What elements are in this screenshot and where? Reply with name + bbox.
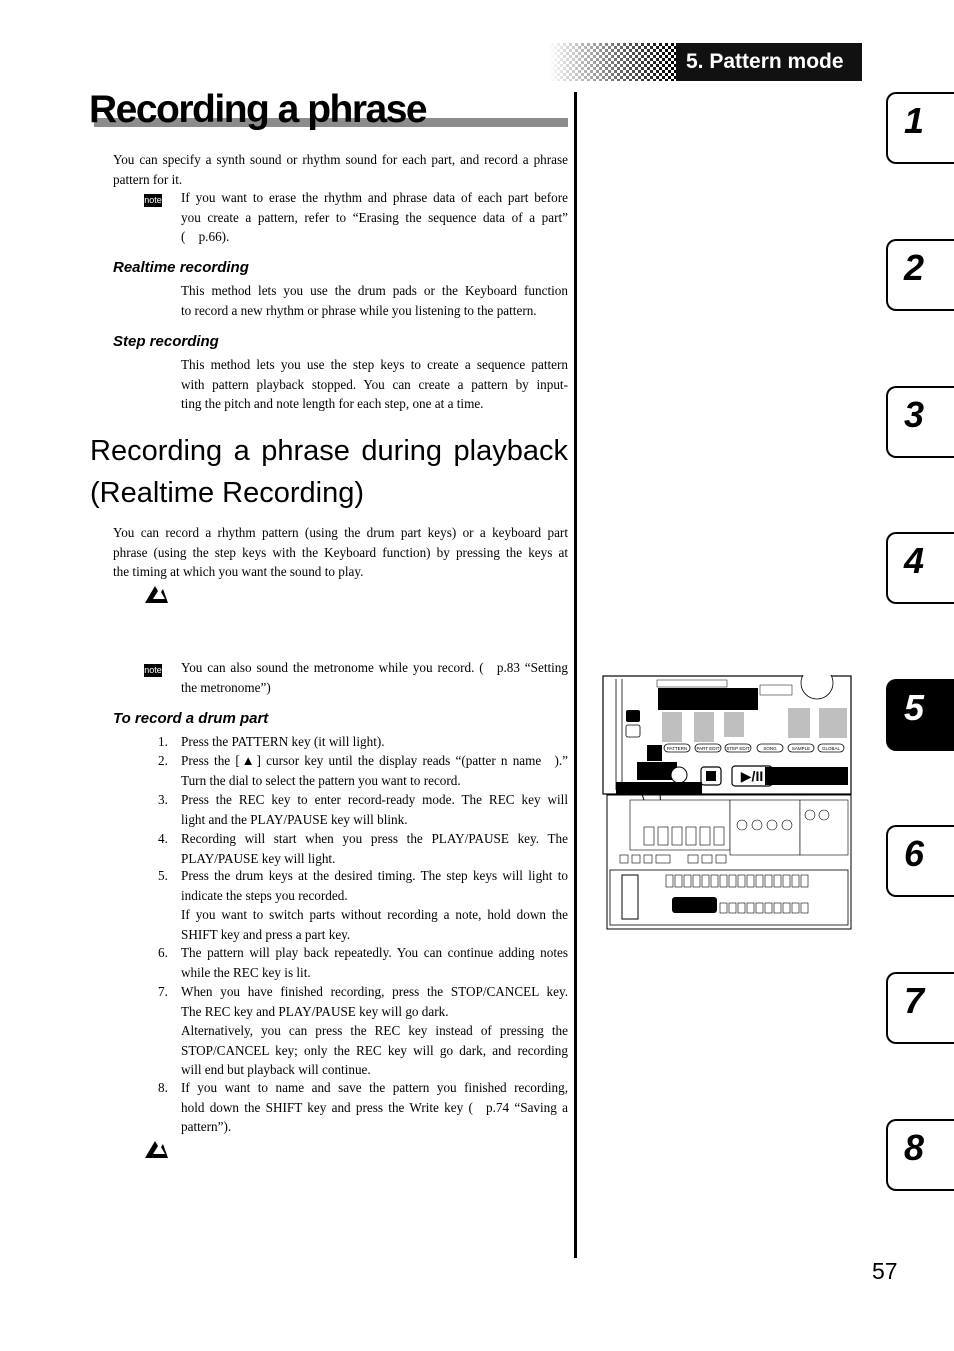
note2-line: the metronome”) — [181, 679, 271, 695]
page-title: Recording a phrase — [89, 88, 427, 131]
procedure-step — [158, 829, 568, 868]
procedure-step — [158, 866, 568, 944]
global-button-label: GLOBAL — [821, 746, 841, 751]
step-line: STOP/CANCEL key; only the REC key will go dark, and recording — [181, 1042, 568, 1058]
ribbon-controller — [622, 875, 638, 919]
note2-line: You can also sound the metronome while you record. ( p.83 “Setting — [181, 660, 568, 675]
chapter-tab-3[interactable] — [886, 386, 954, 458]
stop-icon — [706, 771, 716, 781]
step-line: If you want to switch parts without recording a note, hold down the — [181, 907, 568, 922]
step-line: hold down the SHIFT key and press the Write key ( p.74 “Saving a — [181, 1099, 568, 1115]
step-recording-text — [181, 355, 568, 414]
step-line: If you want to name and save the pattern you finished recording, — [181, 1080, 568, 1095]
realtime-recording-text — [181, 281, 568, 320]
header-checker-pattern — [548, 43, 678, 81]
chapter-tab-4[interactable] — [886, 532, 954, 604]
realtime-line: This method lets you use the drum pads or the Keyboard function — [181, 283, 568, 298]
step-line: will end but playback will continue. — [181, 1062, 371, 1077]
column-divider — [574, 92, 577, 1258]
note-erase-data — [181, 188, 568, 247]
step-line: Press the PATTERN key (it will light). — [181, 734, 385, 749]
chapter-tab-8[interactable] — [886, 1119, 954, 1191]
step-line: SHIFT key and press a part key. — [181, 926, 351, 942]
cursor-up-key — [626, 710, 640, 722]
chapter-tab-number: 7 — [904, 980, 925, 1021]
page-number: 57 — [872, 1258, 898, 1284]
step-number: 8. — [158, 1080, 168, 1095]
chapter-tab-number: 8 — [904, 1127, 925, 1168]
heading-word: playback — [453, 435, 568, 467]
chapter-tab-number: 6 — [904, 833, 925, 874]
transport-callout — [616, 782, 702, 794]
procedure-step — [158, 982, 568, 1080]
display-screen — [658, 688, 758, 710]
step-recording-heading: Step recording — [113, 333, 219, 350]
chapter-tab-number: 2 — [904, 247, 925, 288]
step-line: When you have finished recording, press the STOP/CANCEL key. — [181, 984, 568, 999]
intro-text: You can specify a synth sound or rhythm sound for each part, and record a phrase pattern for it. — [113, 152, 568, 187]
heading-word: phrase — [261, 435, 350, 467]
step-number: 7. — [158, 984, 168, 999]
heading-word: a — [233, 435, 250, 467]
section-intro-line: the timing at which you want the sound to play. — [113, 564, 364, 579]
step-number: 3. — [158, 792, 168, 807]
procedure-step — [158, 732, 568, 752]
song-button-label: SONG — [763, 746, 777, 751]
caution-icon — [143, 1138, 169, 1160]
part-edit-button-label: PART EDIT — [696, 746, 720, 751]
heading-word: Recording — [90, 435, 223, 467]
step-line: Press the [▲] cursor key until the display reads “(patter n name ).” — [181, 753, 568, 768]
step-line: indicate the steps you recorded. — [181, 887, 348, 903]
realtime-line: to record a new rhythm or phrase while you listening to the pattern. — [181, 302, 537, 318]
step-line: PLAY/PAUSE key will light. — [181, 850, 336, 866]
step-line: Press the REC key to enter record-ready mode. The REC key will — [181, 792, 568, 807]
sample-button-label: SAMPLE — [791, 746, 811, 751]
pattern-callout — [647, 745, 662, 761]
part-keys-callout — [672, 897, 717, 913]
chapter-tab-number: 1 — [904, 100, 925, 141]
play-pause-icon: ▶/II — [740, 768, 764, 784]
device-knob-section — [630, 800, 848, 855]
section-intro-line: You can record a rhythm pattern (using the drum part keys) or a keyboard part — [113, 525, 568, 540]
step-number: 4. — [158, 831, 168, 846]
chapter-tab-5-active[interactable] — [886, 679, 954, 751]
step-line: Recording will start when you press the PLAY/PAUSE key. The — [181, 831, 568, 846]
chapter-tab-number: 3 — [904, 394, 925, 435]
heading-word: during — [361, 435, 443, 467]
cursor-down-key — [626, 725, 640, 737]
chapter-tab-2[interactable] — [886, 239, 954, 311]
step-rec-line: with pattern playback stopped. You can create a pattern by input- — [181, 376, 568, 392]
procedure-step — [158, 751, 568, 790]
note1-line: If you want to erase the rhythm and phrase data of each part before — [181, 190, 568, 205]
step-edit-button-label: STEP EDIT — [726, 746, 750, 751]
chapter-tab-number: 5 — [904, 687, 925, 728]
chapter-tab-1[interactable] — [886, 92, 954, 164]
drum-part-heading: To record a drum part — [113, 710, 269, 727]
step-line: The REC key and PLAY/PAUSE key will go dark. — [181, 1003, 449, 1019]
section-header-title: 5. Pattern mode — [686, 50, 844, 73]
step-line: pattern”). — [181, 1119, 232, 1134]
chapter-tab-6[interactable] — [886, 825, 954, 897]
step-line: The pattern will play back repeatedly. You can continue adding notes — [181, 945, 568, 960]
procedure-step — [158, 790, 568, 829]
step-line: light and the PLAY/PAUSE key will blink. — [181, 811, 408, 827]
play-callout — [765, 767, 848, 785]
step-line: Press the drum keys at the desired timing. The step keys will light to — [181, 868, 568, 883]
caution-icon — [143, 583, 169, 605]
procedure-step — [158, 1078, 568, 1137]
procedure-step — [158, 943, 568, 982]
note1-line: you create a pattern, refer to “Erasing the sequence data of a part” — [181, 209, 568, 225]
note-icon: note — [144, 195, 162, 205]
step-number: 6. — [158, 945, 168, 960]
pattern-button-label: PATTERN — [666, 746, 688, 751]
section-heading-subtitle: (Realtime Recording) — [90, 477, 364, 509]
note-icon: note — [144, 665, 162, 675]
section-intro-line: phrase (using the step keys with the Keyboard function) by pressing the keys at — [113, 544, 568, 560]
section-intro — [113, 523, 568, 582]
device-illustration — [602, 675, 852, 930]
chapter-tab-7[interactable] — [886, 972, 954, 1044]
note1-line: ( p.66). — [181, 229, 230, 244]
chapter-tab-number: 4 — [904, 540, 925, 581]
section-heading — [90, 430, 568, 514]
step-rec-line: ting the pitch and note length for each step, one at a time. — [181, 396, 484, 411]
step-number: 2. — [158, 753, 168, 768]
intro-paragraph — [113, 150, 568, 189]
step-line: while the REC key is lit. — [181, 964, 311, 980]
step-number: 1. — [158, 734, 168, 749]
step-line: Turn the dial to select the pattern you want to record. — [181, 772, 461, 788]
step-rec-line: This method lets you use the step keys to create a sequence pattern — [181, 357, 568, 372]
note-metronome — [181, 658, 568, 697]
step-line: Alternatively, you can press the REC key instead of pressing the — [181, 1023, 568, 1038]
rec-key — [671, 767, 687, 783]
step-number: 5. — [158, 868, 168, 883]
realtime-recording-heading: Realtime recording — [113, 259, 249, 276]
